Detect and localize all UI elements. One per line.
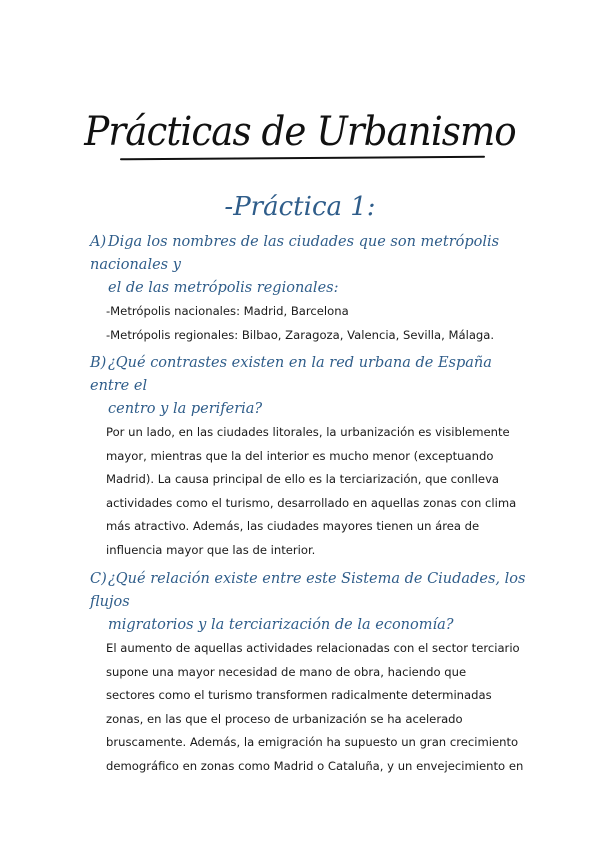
answer-line: bruscamente. Además, la emigración ha supuesto un gran crecimiento [106,735,519,749]
question-b [90,352,530,421]
question-letter: B) [90,355,107,371]
answer-line: El aumento de aquellas actividades relacionadas con el sector terciario [106,641,520,655]
question-text-line1: ¿Qué relación existe entre este Sistema de Ciudades, los flujos [90,571,526,610]
answer-line: -Metrópolis nacionales: Madrid, Barcelona [106,304,349,318]
answer-line: mayor, mientras que la del interior es mucho menor (exceptuando [106,448,494,463]
answer-b [90,421,526,562]
answer-line: influencia mayor que las de interior. [106,542,316,557]
section-c [90,568,530,778]
answer-line: supone una mayor necesidad de mano de obra, haciendo que [106,664,467,679]
question-letter: A) [90,234,107,250]
question-text-line2: migratorios y la terciarización de la economía? [108,617,454,633]
question-text-line2: el de las metrópolis regionales: [108,280,339,296]
section-b [90,352,530,562]
answer-line: Por un lado, en las ciudades litorales, la urbanización es visiblemente [106,425,510,439]
answer-line: Madrid). La causa principal de ello es la terciarización, que conlleva [106,472,500,486]
title-container [0,110,600,154]
answer-line: demográfico en zonas como Madrid o Cataluña, y un envejecimiento en [106,758,524,773]
answer-line: zonas, en las que el proceso de urbanización se ha acelerado [106,711,463,726]
question-text-line2: centro y la periferia? [108,401,263,417]
question-c [90,568,530,637]
question-letter: C) [90,571,107,587]
answer-a [90,300,526,347]
answer-c [90,637,526,778]
answer-line: actividades como el turismo, desarrollado en aquellas zonas con clima [106,495,517,510]
question-text-line1: ¿Qué contrastes existen en la red urbana de España entre el [90,355,492,394]
title-underline [120,156,485,161]
question-a [90,231,530,300]
answer-line: -Metrópolis regionales: Bilbao, Zaragoza, Valencia, Sevilla, Málaga. [106,327,495,342]
practice-heading: -Práctica 1: [224,192,376,222]
question-text-line1: Diga los nombres de las ciudades que son metrópolis nacionales y [90,234,500,273]
section-a [90,231,530,347]
page-title: Prácticas de Urbanismo [84,109,516,155]
answer-line: sectores como el turismo transformen radicalmente determinadas [106,688,492,702]
answer-line: más atractivo. Además, las ciudades mayores tienen un área de [106,519,480,533]
